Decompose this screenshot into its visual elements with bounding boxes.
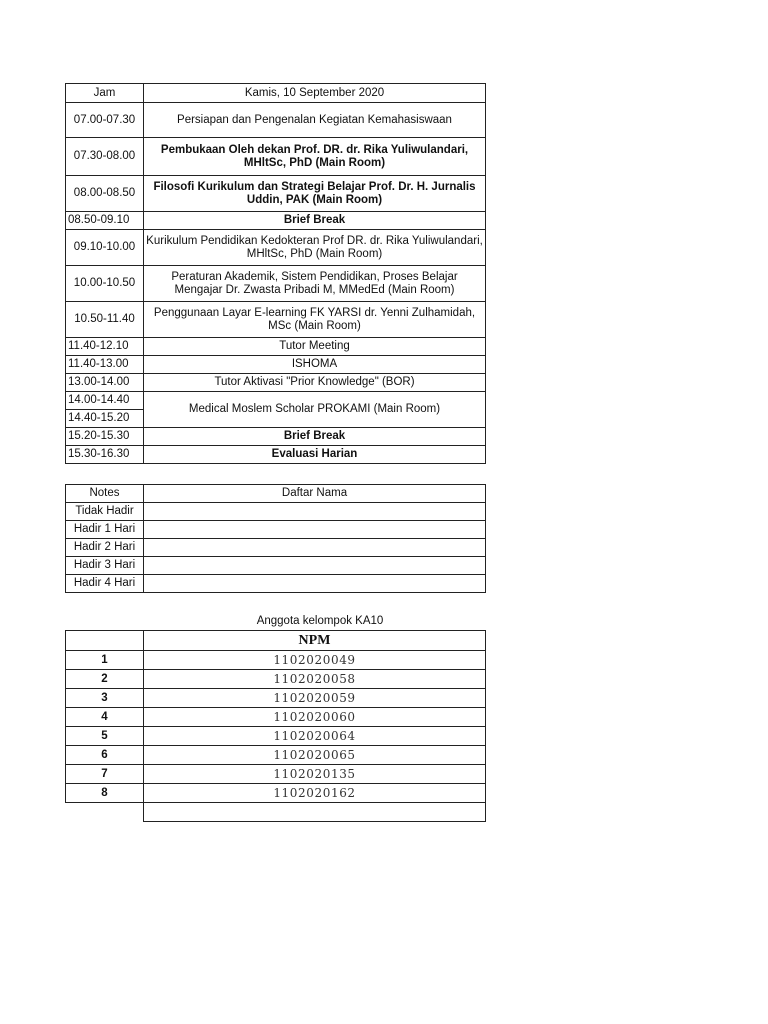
time-cell: 14.00-14.40	[66, 392, 144, 410]
schedule-row	[66, 428, 486, 446]
notes-label: Hadir 1 Hari	[66, 521, 144, 539]
time-cell: 13.00-14.00	[66, 374, 144, 392]
activity-cell: Kurikulum Pendidikan Kedokteran Prof DR. dr. Rika Yuliwulandari, MHltSc, PhD (Main Room)	[144, 230, 486, 266]
activity-cell: Pembukaan Oleh dekan Prof. DR. dr. Rika Yuliwulandari, MHltSc, PhD (Main Room)	[144, 138, 486, 176]
names-cell	[144, 539, 486, 557]
activity-cell: Brief Break	[144, 212, 486, 230]
notes-label: Tidak Hadir	[66, 503, 144, 521]
schedule-row	[66, 138, 486, 176]
member-row	[66, 784, 486, 803]
member-npm: 1102020049	[144, 651, 486, 670]
activity-cell: Tutor Aktivasi "Prior Knowledge" (BOR)	[144, 374, 486, 392]
notes-row	[66, 503, 486, 521]
activity-cell: Tutor Meeting	[144, 338, 486, 356]
schedule-row	[66, 446, 486, 464]
member-number: 6	[66, 746, 144, 765]
member-row-empty	[66, 803, 486, 822]
member-row	[66, 651, 486, 670]
names-cell	[144, 557, 486, 575]
activity-cell: Penggunaan Layar E-learning FK YARSI dr. Yenni Zulhamidah, MSc (Main Room)	[144, 302, 486, 338]
notes-label: Hadir 4 Hari	[66, 575, 144, 593]
schedule-row	[66, 374, 486, 392]
activity-cell: Evaluasi Harian	[144, 446, 486, 464]
members-header-row	[66, 631, 486, 651]
names-cell	[144, 521, 486, 539]
activity-cell: Persiapan dan Pengenalan Kegiatan Kemahasiswaan	[144, 103, 486, 138]
notes-label: Hadir 3 Hari	[66, 557, 144, 575]
names-header: Daftar Nama	[144, 485, 486, 503]
time-cell: 07.30-08.00	[66, 138, 144, 176]
member-row	[66, 670, 486, 689]
schedule-row	[66, 176, 486, 212]
activity-cell: Peraturan Akademik, Sistem Pendidikan, Proses Belajar Mengajar Dr. Zwasta Pribadi M, MMedEd (Main Room)	[144, 266, 486, 302]
schedule-table	[65, 83, 486, 464]
notes-label: Hadir 2 Hari	[66, 539, 144, 557]
schedule-header-row	[66, 84, 486, 103]
member-npm: 1102020060	[144, 708, 486, 727]
member-row	[66, 746, 486, 765]
member-number: 7	[66, 765, 144, 784]
member-row	[66, 708, 486, 727]
time-cell: 11.40-13.00	[66, 356, 144, 374]
time-cell: 10.50-11.40	[66, 302, 144, 338]
time-cell: 08.50-09.10	[66, 212, 144, 230]
member-npm: 1102020058	[144, 670, 486, 689]
notes-header-row	[66, 485, 486, 503]
member-number: 5	[66, 727, 144, 746]
schedule-row	[66, 230, 486, 266]
member-npm: 1102020135	[144, 765, 486, 784]
member-number: 3	[66, 689, 144, 708]
member-npm: 1102020162	[144, 784, 486, 803]
activity-cell: ISHOMA	[144, 356, 486, 374]
schedule-row	[66, 338, 486, 356]
member-row	[66, 689, 486, 708]
time-cell: 08.00-08.50	[66, 176, 144, 212]
group-members-table	[65, 630, 486, 822]
notes-row	[66, 557, 486, 575]
time-cell: 07.00-07.30	[66, 103, 144, 138]
member-number: 1	[66, 651, 144, 670]
schedule-row	[66, 302, 486, 338]
time-cell: 15.30-16.30	[66, 446, 144, 464]
empty-npm-cell	[144, 803, 486, 822]
schedule-row	[66, 356, 486, 374]
time-cell: 10.00-10.50	[66, 266, 144, 302]
group-caption: Anggota kelompok KA10	[256, 615, 384, 627]
names-cell	[144, 575, 486, 593]
schedule-row	[66, 103, 486, 138]
time-cell: 11.40-12.10	[66, 338, 144, 356]
npm-header: NPM	[144, 631, 486, 651]
notes-row	[66, 521, 486, 539]
date-header: Kamis, 10 September 2020	[144, 84, 486, 103]
attendance-notes-table	[65, 484, 486, 593]
notes-row	[66, 539, 486, 557]
member-row	[66, 765, 486, 784]
empty-number-cell	[66, 803, 144, 822]
member-npm: 1102020064	[144, 727, 486, 746]
time-cell: 15.20-15.30	[66, 428, 144, 446]
member-npm: 1102020059	[144, 689, 486, 708]
member-number: 8	[66, 784, 144, 803]
notes-row	[66, 575, 486, 593]
time-cell: 14.40-15.20	[66, 410, 144, 428]
names-cell	[144, 503, 486, 521]
jam-header: Jam	[66, 84, 144, 103]
member-number: 2	[66, 670, 144, 689]
activity-cell: Filosofi Kurikulum dan Strategi Belajar Prof. Dr. H. Jurnalis Uddin, PAK (Main Room)	[144, 176, 486, 212]
schedule-row	[66, 212, 486, 230]
schedule-row	[66, 392, 486, 410]
member-number: 4	[66, 708, 144, 727]
schedule-row	[66, 266, 486, 302]
activity-cell: Medical Moslem Scholar PROKAMI (Main Room)	[144, 392, 486, 428]
notes-header: Notes	[66, 485, 144, 503]
activity-cell: Brief Break	[144, 428, 486, 446]
member-row	[66, 727, 486, 746]
number-header	[66, 631, 144, 651]
member-npm: 1102020065	[144, 746, 486, 765]
time-cell: 09.10-10.00	[66, 230, 144, 266]
